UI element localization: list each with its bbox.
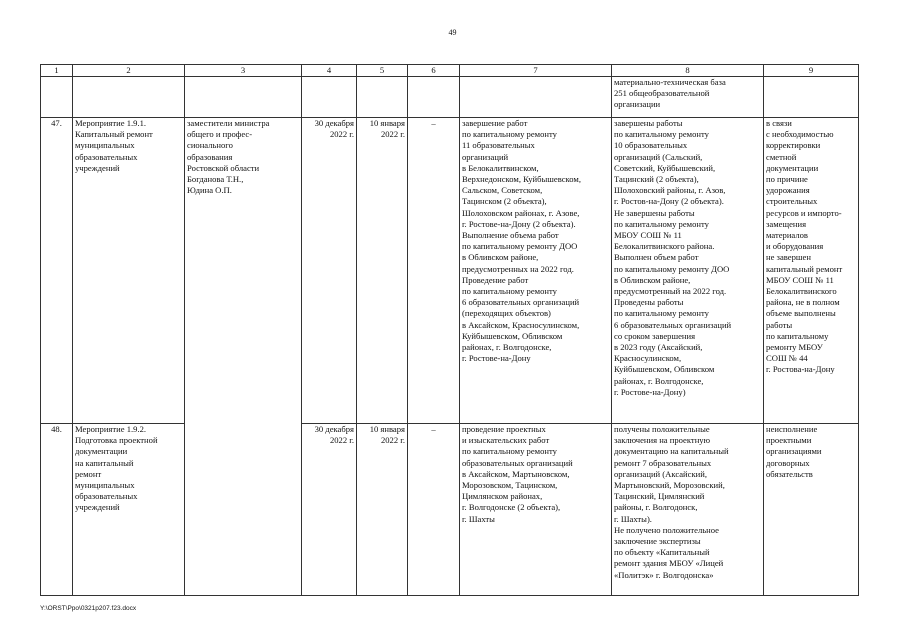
planned-result: завершение работ по капитальному ремонту 11 образовательных организаций в Белокалитвинском, Верхнедонском, Куйбышевском, Сальском, Советском, Тацинском (2 объекта), Шолоховском районах, г. Азове, г. Ростове-на-Дону (2 объекта). Выполнение объема работ по капитальному ремонту ДОО в Обливском районе, предусмотренных на 2022 год. Проведение работ по капитальному ремонту 6 образовательных организаций (переходящих объектов) в Аксайском, Красносулинском, Куйбышевском, Обливском районах, г. Волгодонске, г. Ростове-на-Дону	[460, 118, 612, 424]
column-header-4: 4	[302, 65, 357, 77]
table-row	[41, 424, 859, 596]
column-header-3: 3	[185, 65, 302, 77]
actual-result: получены положительные заключения на проектную документацию на капитальный ремонт 7 образовательных организаций (Аксайский, Мартыновский, Морозовский, Тацинский, Цимлянский районы, г. Волгодонск, г. Шахты). Не получено положительное заключение экспертизы по объекту «Капитальный ремонт здания МБОУ «Лицей «Политэк» г. Волгодонска»	[612, 424, 764, 596]
row-number: 47.	[41, 118, 73, 424]
report-table	[40, 64, 859, 596]
continuation-actual-text: материально-техническая база 251 общеобразовательной организации	[612, 77, 764, 118]
plan-date: 30 декабря 2022 г.	[302, 118, 357, 424]
activity-name: Мероприятие 1.9.2. Подготовка проектной документации на капитальный ремонт муниципальных образовательных учреждений	[73, 424, 185, 596]
actual-result: завершены работы по капитальному ремонту 10 образовательных организаций (Сальский, Советский, Куйбышевский, Тацинский (2 объекта), Шолоховский районы, г. Азов, г. Ростов-на-Дону (2 объекта). Не завершены работы по капитальному ремонту МБОУ СОШ № 11 Белокалитвинского района. Выполнен объем работ по капитальному ремонту ДОО в Обливском районе, предусмотренный на 2022 год. Проведены работы по капитальному ремонту 6 образовательных организаций со сроком завершения в 2023 году (Аксайский, Красносулинском, Куйбышевском, Обливском районах, г. Волгодонске, г. Ростове-на-Дону)	[612, 118, 764, 424]
column-number-row	[41, 65, 859, 77]
row-number: 48.	[41, 424, 73, 596]
continuation-row	[41, 77, 859, 118]
activity-name: Мероприятие 1.9.1. Капитальный ремонт муниципальных образовательных учреждений	[73, 118, 185, 424]
column-header-1: 1	[41, 65, 73, 77]
responsible-persons	[185, 424, 302, 596]
deviation-reason: неисполнение проектными организациями договорных обязательств	[764, 424, 859, 596]
table-row	[41, 118, 859, 424]
column-6-value: –	[408, 118, 460, 424]
actual-date: 10 января 2022 г.	[357, 424, 408, 596]
column-header-9: 9	[764, 65, 859, 77]
file-path-footer: Y:\ORST\Ppo\0321p207.f23.docx	[40, 605, 137, 612]
responsible-persons: заместители министра общего и профес- сионального образования Ростовской области Богданова Т.Н., Юдина О.П.	[185, 118, 302, 424]
column-header-6: 6	[408, 65, 460, 77]
column-header-8: 8	[612, 65, 764, 77]
page-number: 49	[448, 28, 457, 37]
planned-result: проведение проектных и изыскательских работ по капитальному ремонту образовательных организаций в Аксайском, Мартыновском, Морозовском, Тацинском, Цимлянском районах, г. Волгодонске (2 объекта), г. Шахты	[460, 424, 612, 596]
column-header-5: 5	[357, 65, 408, 77]
actual-date: 10 января 2022 г.	[357, 118, 408, 424]
column-header-7: 7	[460, 65, 612, 77]
deviation-reason: в связи с необходимостью корректировки сметной документации по причине удорожания строительных ресурсов и импорто- замещения материалов и оборудования не завершен капитальный ремонт МБОУ СОШ № 11 Белокалитвинского района, не в полном объеме выполнены работы по капитальному ремонту МБОУ СОШ № 44 г. Ростова-на-Дону	[764, 118, 859, 424]
plan-date: 30 декабря 2022 г.	[302, 424, 357, 596]
column-6-value: –	[408, 424, 460, 596]
column-header-2: 2	[73, 65, 185, 77]
